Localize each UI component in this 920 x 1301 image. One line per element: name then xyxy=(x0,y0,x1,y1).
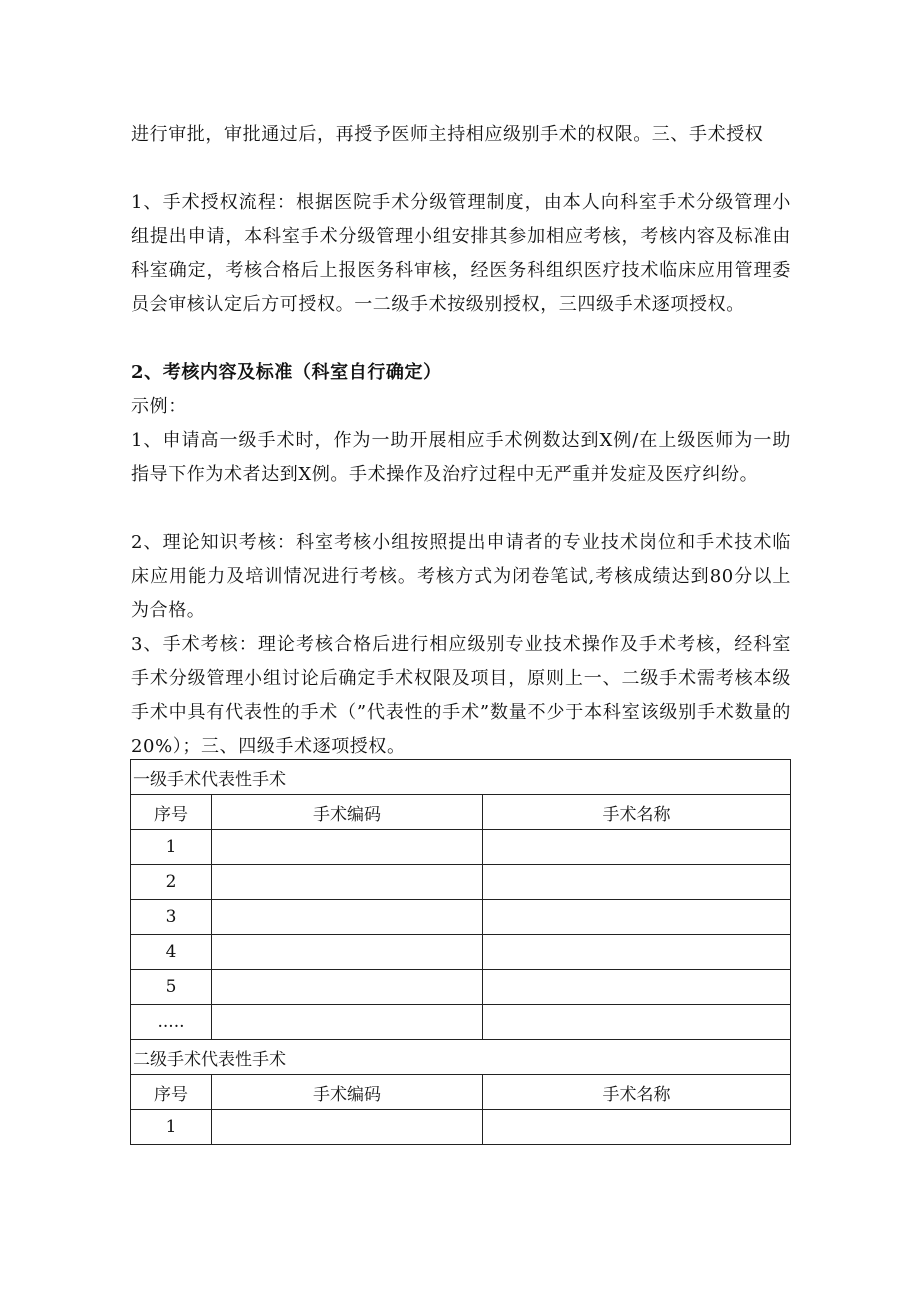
header-code: 手术编码 xyxy=(212,1075,483,1110)
row-name-cell xyxy=(483,900,791,935)
header-name: 手术名称 xyxy=(483,795,791,830)
row-code-cell xyxy=(212,935,483,970)
paragraph-authorization-process: 1、手术授权流程：根据医院手术分级管理制度，由本人向科室手术分级管理小组提出申请，本科室手术分级管理小组安排其参加相应考核，考核内容及标准由科室确定，考核合格后上报医务科审核，经医务科组织医疗技术临床应用管理委员会审核认定后方可授权。一二级手术按级别授权，三四级手术逐项授权。 xyxy=(131,192,791,315)
row-code-cell xyxy=(212,1110,483,1145)
row-code-cell xyxy=(212,865,483,900)
row-name-cell xyxy=(483,970,791,1005)
table-row xyxy=(131,1005,791,1040)
row-seq-ellipsis: ..... xyxy=(131,1005,212,1040)
row-seq: 3 xyxy=(131,900,212,935)
row-code-cell xyxy=(212,1005,483,1040)
header-seq: 序号 xyxy=(131,1075,212,1110)
paragraph-example-3: 3、手术考核：理论考核合格后进行相应级别专业技术操作及手术考核，经科室手术分级管理小组讨论后确定手术权限及项目，原则上一、二级手术需考核本级手术中具有代表性的手术（”代表性的手术”数量不少于本科室该级别手术数量的20%）；三、四级手术逐项授权。 xyxy=(131,634,791,757)
row-seq: 1 xyxy=(131,1110,212,1145)
table-header-row xyxy=(131,1075,791,1110)
row-seq: 5 xyxy=(131,970,212,1005)
row-name-cell xyxy=(483,865,791,900)
table-row xyxy=(131,900,791,935)
row-name-cell xyxy=(483,1005,791,1040)
row-seq: 2 xyxy=(131,865,212,900)
header-code: 手术编码 xyxy=(212,795,483,830)
header-name: 手术名称 xyxy=(483,1075,791,1110)
row-name-cell xyxy=(483,935,791,970)
row-code-cell xyxy=(212,970,483,1005)
table-row xyxy=(131,1110,791,1145)
row-code-cell xyxy=(212,830,483,865)
row-seq: 4 xyxy=(131,935,212,970)
row-seq: 1 xyxy=(131,830,212,865)
example-label: 示例： xyxy=(131,396,187,417)
paragraph-intro: 进行审批，审批通过后，再授予医师主持相应级别手术的权限。三、手术授权 xyxy=(131,124,764,145)
paragraph-example-2: 2、理论知识考核：科室考核小组按照提出申请者的专业技术岗位和手术技术临床应用能力及培训情况进行考核。考核方式为闭卷笔试,考核成绩达到80分以上为合格。 xyxy=(131,532,791,621)
table-row xyxy=(131,830,791,865)
table-row xyxy=(131,935,791,970)
row-name-cell xyxy=(483,1110,791,1145)
table-header-row xyxy=(131,795,791,830)
row-code-cell xyxy=(212,900,483,935)
table-caption-row xyxy=(131,760,791,795)
level2-caption: 二级手术代表性手术 xyxy=(131,1040,791,1075)
table-row xyxy=(131,970,791,1005)
level1-caption: 一级手术代表性手术 xyxy=(131,760,791,795)
table-row xyxy=(131,865,791,900)
table-caption-row xyxy=(131,1040,791,1075)
section-heading-assessment: 2、考核内容及标准（科室自行确定） xyxy=(131,362,442,383)
representative-surgery-table xyxy=(130,759,791,1145)
row-name-cell xyxy=(483,830,791,865)
header-seq: 序号 xyxy=(131,795,212,830)
paragraph-example-1: 1、申请高一级手术时，作为一助开展相应手术例数达到X例/在上级医师为一助指导下作为术者达到X例。手术操作及治疗过程中无严重并发症及医疗纠纷。 xyxy=(131,430,791,485)
